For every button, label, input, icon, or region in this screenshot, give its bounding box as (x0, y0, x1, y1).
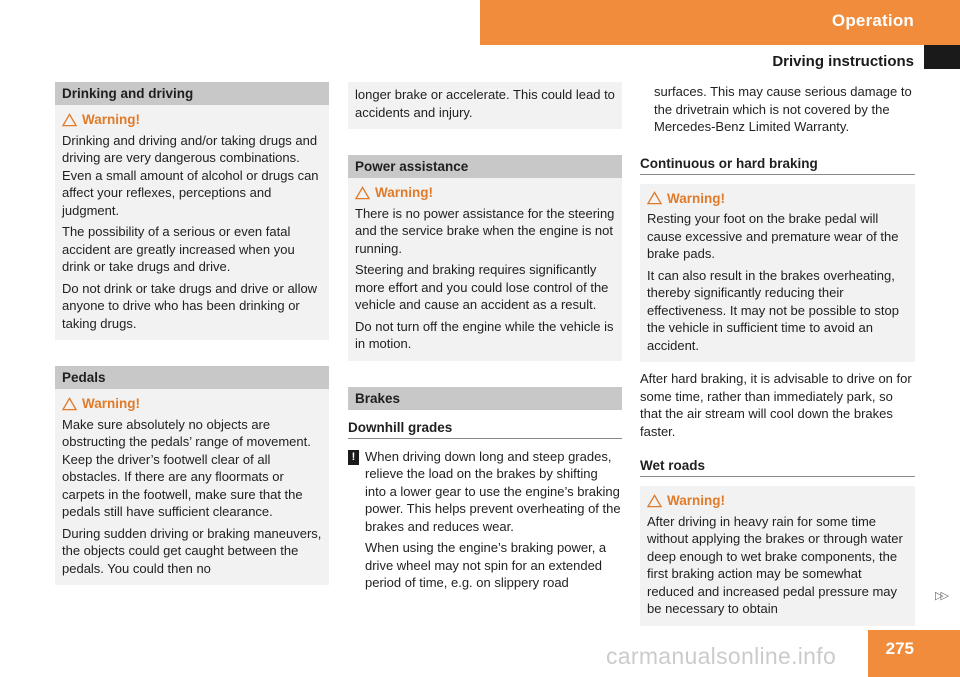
subheading-wet-roads: Wet roads (640, 458, 915, 477)
warning-text: longer brake or accelerate. This could lead to accidents and injury. (355, 87, 615, 120)
warning-box-pedals (55, 389, 329, 585)
section-heading-drinking: Drinking and driving (55, 82, 329, 105)
warning-text: Make sure absolutely no objects are obstructing the pedals’ range of movement. Keep the driver’s footwell clear of all obstacles. If there are any floormats or carpets in the footwell, make sure that the pedals still have sufficient clearance. (62, 416, 311, 519)
next-page-arrow-icon[interactable]: ▷▷ (935, 590, 946, 602)
column-right (640, 83, 915, 626)
warning-label: Warning! (82, 112, 140, 127)
page-number: 275 (885, 639, 914, 658)
section-heading-power-assistance: Power assistance (348, 155, 622, 178)
subheading-downhill-grades: Downhill grades (348, 420, 622, 439)
section-title: Operation (831, 11, 914, 30)
warning-text: After driving in heavy rain for some time without applying the brakes or through water deep enough to wet brake components, the first braking action may be somewhat reduced and increased pedal pressure may be necessary to obtain (647, 513, 903, 616)
warning-box-power-assistance (348, 178, 622, 361)
note-text-continued: surfaces. This may cause serious damage to the drivetrain which is not covered by the Mercedes-Benz Limited Warranty. (654, 84, 912, 134)
warning-label: Warning! (667, 190, 725, 206)
warning-text: There is no power assistance for the steering and the service brake when the engine is not running. (355, 205, 615, 256)
warning-box-pedals-continued (348, 82, 622, 129)
column-middle (348, 82, 622, 596)
warning-box-drinking (55, 105, 329, 340)
warning-text: Drinking and driving and/or taking drugs and driving are very dangerous combinations. Even a small amount of alcohol or drugs can affect your reflexes, perceptions and judgment. (62, 132, 319, 218)
header-tab-marker (924, 45, 960, 69)
warning-text: The possibility of a serious or even fatal accident are greatly increased when you drink or take drugs and drive. (62, 224, 295, 274)
warning-box-wet-roads (640, 486, 915, 626)
page-number-tab (868, 630, 960, 677)
subheading-hard-braking: Continuous or hard braking (640, 156, 915, 175)
warning-triangle-icon (62, 397, 77, 411)
warning-box-hard-braking (640, 184, 915, 363)
section-heading-pedals: Pedals (55, 366, 329, 389)
subsection-title: Driving instructions (772, 53, 914, 70)
section-heading-brakes: Brakes (348, 387, 622, 410)
warning-text: Do not turn off the engine while the vehicle is in motion. (355, 318, 614, 351)
warning-text: Resting your foot on the brake pedal will cause excessive and premature wear of the brake pads. (647, 211, 899, 261)
warning-triangle-icon (62, 113, 77, 127)
warning-label: Warning! (667, 493, 725, 508)
warning-triangle-icon (647, 191, 662, 205)
note-text: When using the engine’s braking power, a drive wheel may not spin for an extended period of time, e.g. on slippery road (365, 540, 607, 590)
warning-label: Warning! (82, 396, 140, 411)
warning-text: Do not drink or take drugs and drive or allow anyone to drive who has been drinking or taking drugs. (62, 280, 318, 331)
warning-triangle-icon (355, 186, 370, 200)
exclamation-icon: ! (348, 450, 359, 465)
warning-text: It can also result in the brakes overheating, thereby significantly reducing their effectiveness. It may not be possible to stop the vehicle in sufficient time to avoid an accident. (647, 267, 899, 353)
warning-triangle-icon (647, 494, 662, 508)
warning-text: Steering and braking requires significantly more effort and you could lose control of the vehicle and cause an accident as a result. (355, 262, 609, 312)
note-downhill (348, 448, 622, 596)
note-text: When driving down long and steep grades, relieve the load on the brakes by shifting into a lower gear to use the engine’s braking power. This helps prevent overheating of the brakes and reduces wear. (365, 448, 621, 534)
column-left (55, 82, 329, 585)
body-text-after-braking: After hard braking, it is advisable to drive on for some time, rather than immediately park, so that the air stream will cool down the brakes faster. (640, 371, 912, 439)
warning-label: Warning! (375, 185, 433, 200)
warning-text: During sudden driving or braking maneuvers, the objects could get caught between the pedals. You could then no (62, 525, 322, 576)
watermark: carmanualsonline.info (606, 643, 837, 669)
